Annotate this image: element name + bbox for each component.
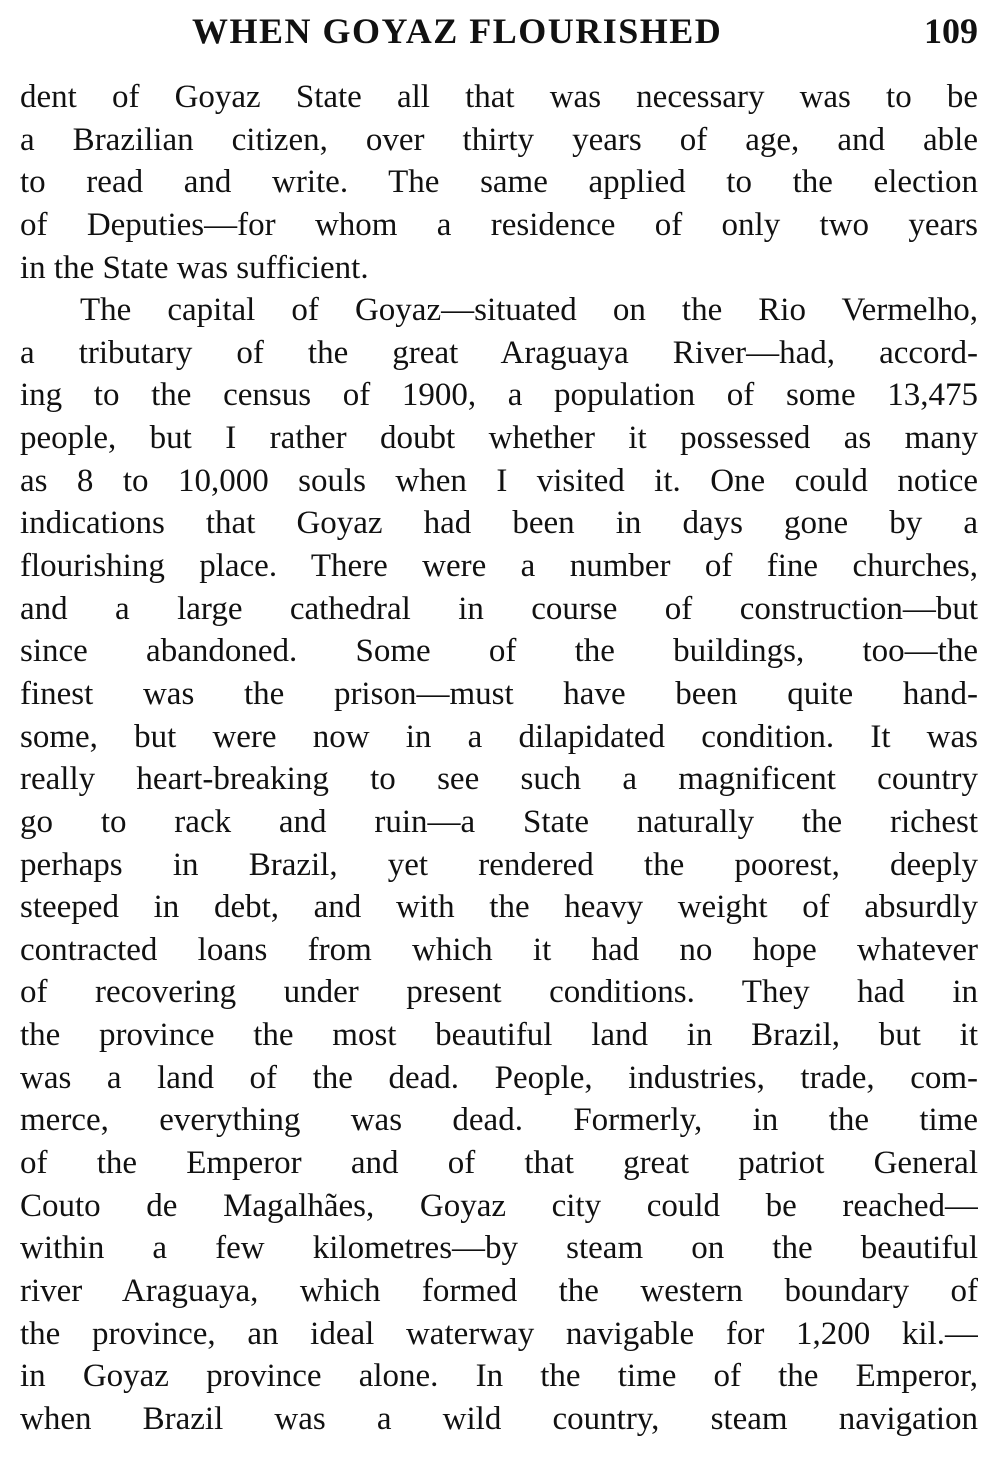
- text-line: when Brazil was a wild country, steam navigation: [20, 1400, 978, 1437]
- text-line: people, but I rather doubt whether it possessed as many: [20, 420, 978, 457]
- text-line: really heart-breaking to see such a magnificent country: [20, 761, 978, 798]
- text-line: Couto de Magalhães, Goyaz city could be reached—: [20, 1187, 978, 1224]
- body-text: [20, 76, 978, 1441]
- text-line: a Brazilian citizen, over thirty years of age, and able: [20, 121, 978, 158]
- text-line: within a few kilometres—by steam on the beautiful: [20, 1230, 978, 1267]
- page-number: 109: [924, 11, 978, 51]
- text-line: finest was the prison—must have been quite hand-: [20, 675, 978, 712]
- text-line: as 8 to 10,000 souls when I visited it. One could notice: [20, 462, 978, 499]
- text-line: go to rack and ruin—a State naturally the richest: [20, 803, 978, 840]
- text-line: to read and write. The same applied to the election: [20, 164, 978, 201]
- text-line: some, but were now in a dilapidated condition. It was: [20, 718, 978, 755]
- running-title: WHEN GOYAZ FLOURISHED: [192, 11, 723, 51]
- page-header: [0, 10, 1000, 60]
- text-line: perhaps in Brazil, yet rendered the poorest, deeply: [20, 846, 978, 883]
- text-line: flourishing place. There were a number of fine churches,: [20, 548, 978, 585]
- text-line: since abandoned. Some of the buildings, too—the: [20, 633, 978, 670]
- text-line: of recovering under present conditions. They had in: [20, 974, 978, 1011]
- text-line: dent of Goyaz State all that was necessary was to be: [20, 79, 978, 115]
- text-line: the province the most beautiful land in Brazil, but it: [20, 1017, 978, 1054]
- text-line: steeped in debt, and with the heavy weight of absurdly: [20, 889, 978, 926]
- text-line: a tributary of the great Araguaya River—had, accord-: [20, 334, 978, 371]
- text-line: river Araguaya, which formed the western boundary of: [20, 1272, 978, 1309]
- text-line: The capital of Goyaz—situated on the Rio Vermelho,: [80, 292, 978, 329]
- text-line: the province, an ideal waterway navigable for 1,200 kil.—: [20, 1315, 978, 1352]
- text-line: was a land of the dead. People, industries, trade, com-: [20, 1059, 978, 1096]
- text-line: ing to the census of 1900, a population of some 13,475: [20, 377, 978, 414]
- text-line: contracted loans from which it had no hope whatever: [20, 931, 978, 968]
- text-line: and a large cathedral in course of construction—but: [20, 590, 978, 627]
- text-line: of the Emperor and of that great patriot General: [20, 1145, 978, 1182]
- text-line: merce, everything was dead. Formerly, in the time: [20, 1102, 978, 1139]
- text-line: in Goyaz province alone. In the time of the Emperor,: [20, 1358, 978, 1395]
- text-line: in the State was sufficient.: [20, 249, 369, 286]
- text-line: of Deputies—for whom a residence of only two years: [20, 206, 978, 243]
- text-line: indications that Goyaz had been in days gone by a: [20, 505, 978, 542]
